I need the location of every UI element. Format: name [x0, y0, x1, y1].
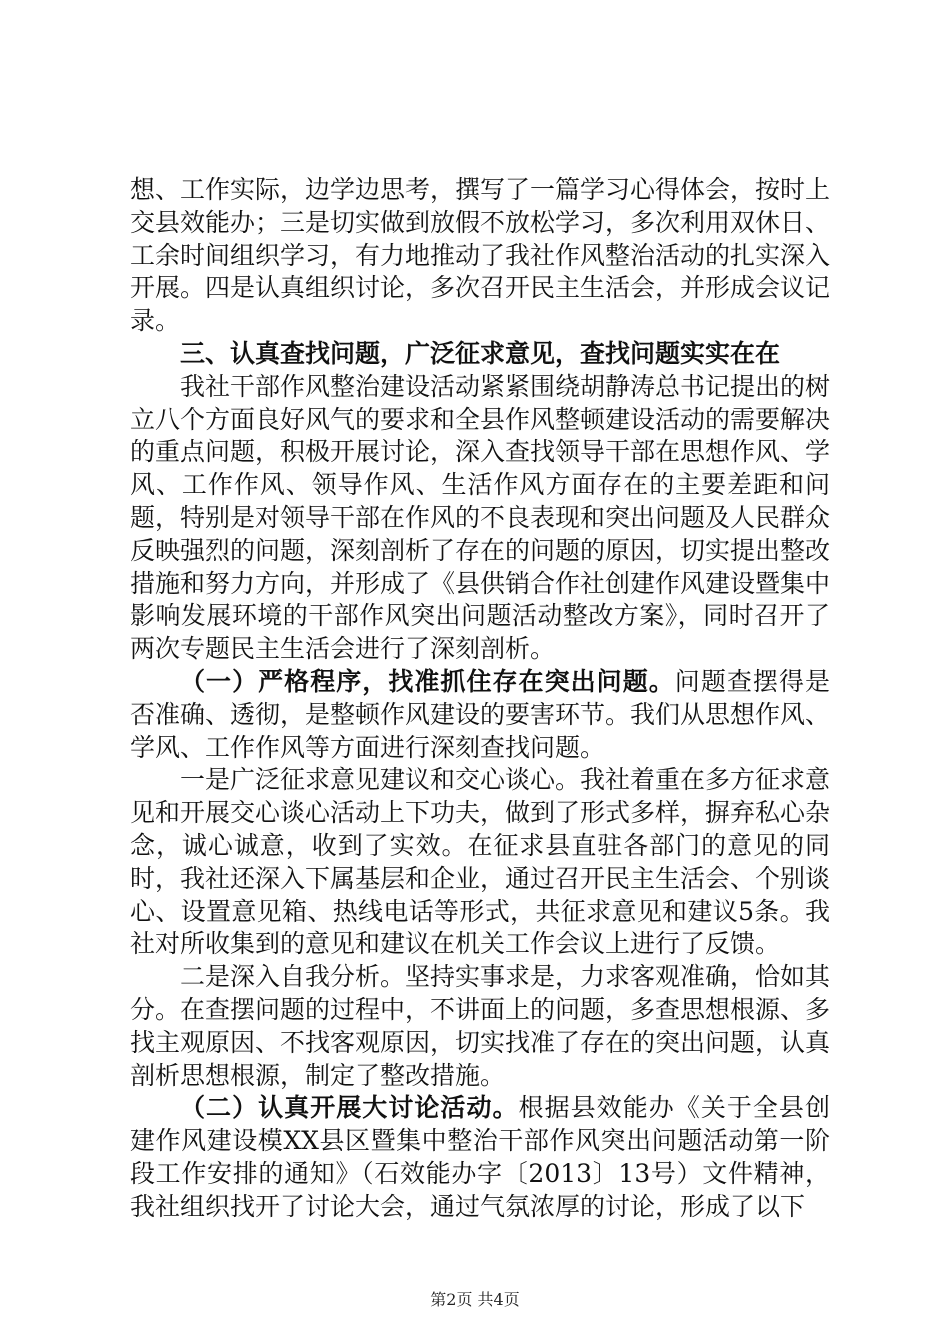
paragraph-study-summary: 想、工作实际，边学边思考，撰写了一篇学习心得体会，按时上交县效能办；三是切实做到放假不放松学习，多次利用双休日、工余时间组织学习，有力地推动了我社作风整治活动的扎实深入开展。四是认真组织讨论，多次召开民主生活会，并形成会议记录。	[130, 175, 831, 336]
paragraph-solicit-opinions: 一是广泛征求意见建议和交心谈心。我社着重在多方征求意见和开展交心谈心活动上下功夫，做到了形式多样，摒弃私心杂念，诚心诚意，收到了实效。在征求县直驻各部门的意见的同时，我社还深入下属基层和企业，通过召开民主生活会、个别谈心、设置意见箱、热线电话等形式，共征求意见和建议5条。我社对所收集到的意见和建议在机关工作会议上进行了反馈。	[130, 765, 831, 959]
document-body	[130, 174, 830, 1224]
paragraph-problem-finding: 我社干部作风整治建设活动紧紧围绕胡静涛总书记提出的树立八个方面良好风气的要求和全县作风整顿建设活动的需要解决的重点问题，积极开展讨论，深入查找领导干部在思想作风、学风、工作作风、领导作风、生活作风方面存在的主要差距和问题，特别是对领导干部在作风的不良表现和突出问题及人民群众反映强烈的问题，深刻剖析了存在的问题的原因，切实提出整改措施和努力方向，并形成了《县供销合作社创建作风建设暨集中影响发展环境的干部作风突出问题活动整改方案》，同时召开了两次专题民主生活会进行了深刻剖析。	[130, 371, 831, 664]
section-heading-three: 三、认真查找问题，广泛征求意见，查找问题实实在在	[180, 338, 781, 368]
subheading-two: （二）认真开展大讨论活动。	[180, 1093, 519, 1123]
subheading-one: （一）严格程序，找准抓住存在突出问题。	[180, 666, 675, 696]
page-footer: 第2页 共4页	[430, 1290, 520, 1309]
paragraph-discussion-text: 根据县效能办《关于全县创建作风建设模XX县区暨集中整治干部作风突出问题活动第一阶段工作安排的通知》（石效能办字〔2013〕13号）文件精神，我社组织找开了讨论大会，通过气氛浓厚的讨论，形成了以下	[130, 1093, 830, 1221]
paragraph-strict-procedure	[130, 666, 830, 764]
paragraph-discussion	[130, 1092, 830, 1223]
paragraph-strict-procedure-text: 问题查摆得是否准确、透彻，是整顿作风建设的要害环节。我们从思想作风、学风、工作作风等方面进行深刻查找问题。	[130, 666, 831, 762]
paragraph-self-analysis: 二是深入自我分析。坚持实事求是，力求客观准确，恰如其分。在查摆问题的过程中，不讲面上的问题，多查思想根源、多找主观原因、不找客观原因，切实找准了存在的突出问题，认真剖析思想根源，制定了整改措施。	[130, 962, 831, 1090]
